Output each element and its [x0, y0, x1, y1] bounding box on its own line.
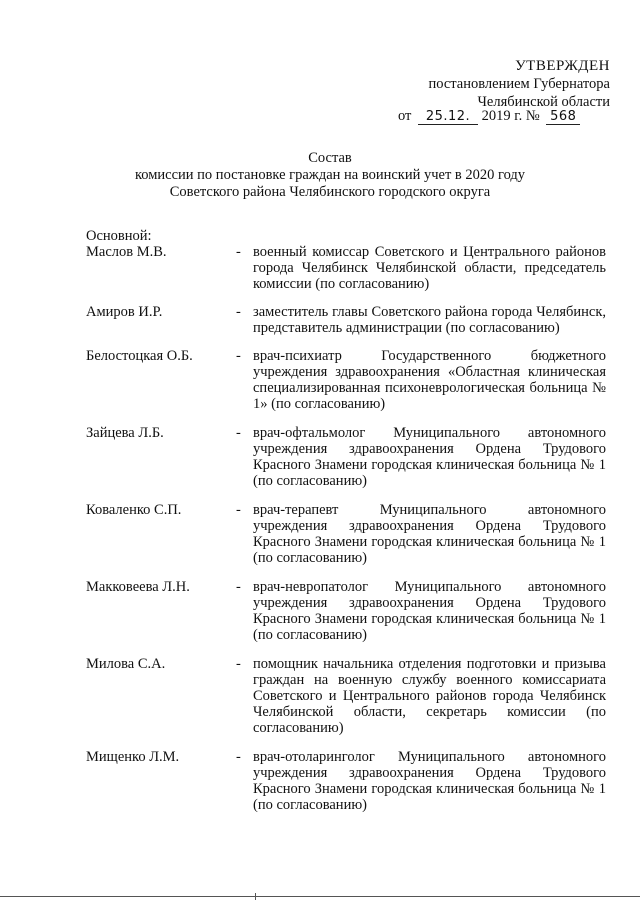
member-dash: - [236, 304, 241, 320]
roster-member [86, 502, 606, 566]
member-name: Зайцева Л.Б. [86, 425, 164, 441]
document-heading [110, 150, 550, 201]
heading-line-3: Советского района Челябинского городского округа [169, 184, 491, 200]
member-dash: - [236, 579, 241, 595]
approval-line-1: постановлением Губернатора [428, 76, 610, 92]
approval-line-2: Челябинской области [477, 94, 610, 110]
member-role: врач-психиатр Государственного бюджетного учреждения здравоохранения «Областная клиническая специализированная психоневрологическая больница № 1» (по согласованию) [253, 348, 606, 412]
member-name: Коваленко С.П. [86, 502, 182, 518]
member-dash: - [236, 425, 241, 441]
roster-member [86, 348, 606, 412]
heading-line-1: Состав [308, 150, 352, 166]
member-name: Белостоцкая О.Б. [86, 348, 193, 364]
member-role: врач-отоларинголог Муниципального автономного учреждения здравоохранения Ордена Трудового Красного Знамени городская клиническая больница № 1 (по согласованию) [253, 749, 606, 813]
roster-member [86, 425, 606, 489]
member-role: врач-невропатолог Муниципального автономного учреждения здравоохранения Ордена Трудового Красного Знамени городская клиническая больница № 1 (по согласованию) [253, 579, 606, 643]
member-name: Макковеева Л.Н. [86, 579, 190, 595]
group-label: Основной: [86, 228, 152, 244]
approval-number: 568 [546, 109, 580, 125]
member-role: врач-офтальмолог Муниципального автономного учреждения здравоохранения Ордена Трудового Красного Знамени городская клиническая больница № 1 (по согласованию) [253, 425, 606, 489]
member-name: Амиров И.Р. [86, 304, 163, 320]
member-role: помощник начальника отделения подготовки и призыва граждан на военную службу военного комиссариата Советского и Центрального районов города Челябинск Челябинской области, секретарь комиссии (по согласованию) [253, 656, 606, 736]
member-role: военный комиссар Советского и Центрального районов города Челябинск Челябинской области, председатель комиссии (по согласованию) [253, 244, 606, 292]
roster-member [86, 749, 606, 813]
roster-member [86, 244, 606, 292]
page-bottom-rule [0, 896, 640, 897]
approval-date-number-line [398, 108, 610, 125]
member-dash: - [236, 244, 241, 260]
roster-member [86, 579, 606, 643]
approval-title: УТВЕРЖДЕН [515, 58, 610, 74]
member-dash: - [236, 749, 241, 765]
member-dash: - [236, 502, 241, 518]
approval-from-label: от [398, 108, 412, 124]
heading-line-2: комиссии по постановке граждан на воинский учет в 2020 году [134, 167, 526, 183]
roster-member [86, 304, 606, 336]
member-name: Мищенко Л.М. [86, 749, 180, 765]
approval-block [398, 58, 610, 124]
member-list [86, 244, 606, 813]
approval-year-text: 2019 г. № [481, 108, 540, 124]
roster-member [86, 656, 606, 736]
page-bottom-tick [255, 893, 256, 900]
member-role: врач-терапевт Муниципального автономного учреждения здравоохранения Ордена Трудового Красного Знамени городская клиническая больница № 1 (по согласованию) [253, 502, 606, 566]
member-dash: - [236, 656, 241, 672]
member-name: Маслов М.В. [86, 244, 167, 260]
member-dash: - [236, 348, 241, 364]
member-name: Милова С.А. [86, 656, 166, 672]
commission-roster [86, 228, 606, 813]
member-role: заместитель главы Советского района города Челябинск, представитель администрации (по согласованию) [253, 304, 606, 336]
approval-date: 25.12. [418, 109, 478, 125]
